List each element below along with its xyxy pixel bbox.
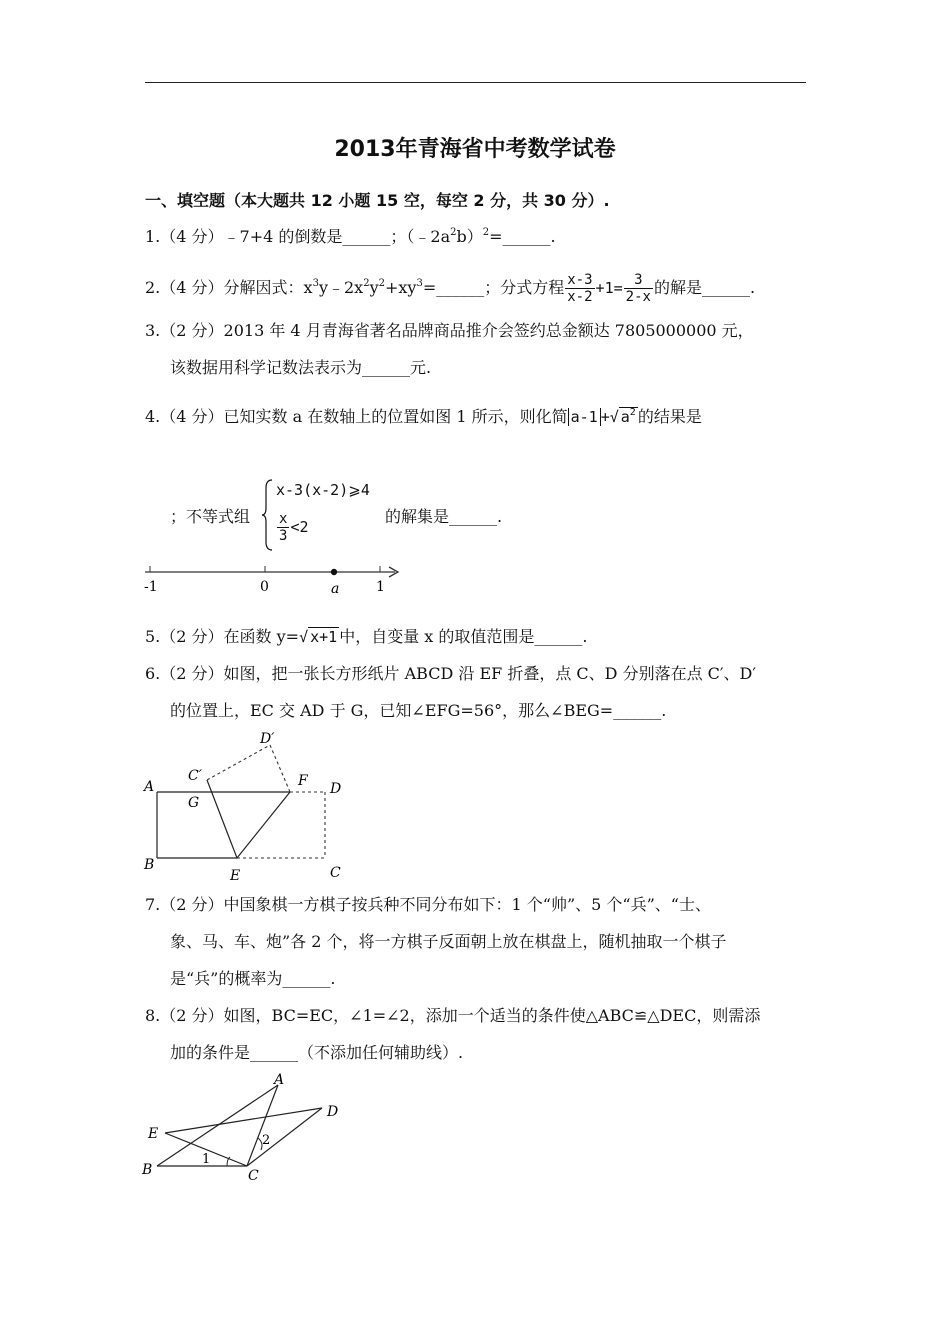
edge-d1f	[270, 745, 290, 792]
label-e: E	[230, 868, 241, 884]
q1-text: b）	[456, 227, 483, 246]
header-rule	[145, 82, 806, 83]
superscript: 3	[312, 278, 319, 289]
question-number: 8.	[145, 1006, 161, 1025]
system-line-1: x-3(x-2)⩾4	[276, 481, 370, 499]
q2-text: y	[369, 278, 379, 297]
tick-label: 0	[260, 579, 269, 595]
q1-text: =______.	[489, 227, 556, 246]
superscript: 2	[450, 227, 457, 238]
q4-text: 的结果是	[637, 407, 702, 426]
folded-rectangle-figure	[140, 725, 360, 885]
system-text: <2	[290, 518, 309, 536]
edge-c1d1	[207, 745, 270, 780]
fraction	[624, 272, 653, 305]
fraction-numerator: 3	[624, 272, 653, 289]
page-title: 2013年青海省中考数学试卷	[334, 137, 616, 162]
q5-text: （2 分）在函数 y=	[160, 627, 300, 646]
label-d-prime: D′	[260, 731, 275, 747]
radicand: x+1	[310, 628, 338, 646]
question-number: 2.	[145, 278, 161, 297]
label-b: B	[142, 1162, 153, 1178]
question-number: 6.	[145, 664, 161, 683]
triangles-figure	[140, 1070, 360, 1185]
question-5	[145, 627, 588, 647]
square-root: √ $a^2$	[609, 407, 636, 426]
q4-text: +	[600, 408, 610, 426]
label-d: D	[327, 1104, 339, 1120]
question-2	[145, 272, 755, 305]
question-4-line-2b: 的解集是______.	[385, 507, 503, 526]
question-4-line-2a: ；不等式组	[170, 507, 251, 526]
q8-text: （2 分）如图，BC=EC，∠1=∠2，添加一个适当的条件使△ABC≌△DEC，则需添	[160, 1006, 761, 1025]
fraction-denominator: 2-x	[625, 289, 651, 305]
radicand: a	[620, 408, 630, 426]
question-6-line-2: 的位置上，EC 交 AD 于 G，已知∠EFG=56°，那么∠BEG=______.	[170, 701, 667, 720]
fraction-numerator: x	[279, 511, 288, 527]
number-line-figure	[140, 558, 410, 600]
fraction	[277, 511, 289, 544]
label-b: B	[144, 857, 155, 873]
point-a	[331, 569, 337, 575]
superscript: 3	[416, 278, 423, 289]
superscript: 2	[629, 407, 636, 418]
label-c: C	[330, 865, 341, 881]
label-c: C	[248, 1168, 259, 1184]
q4-text: （4 分）已知实数 a 在数轴上的位置如图 1 所示，则化简	[160, 407, 568, 426]
q2-text: =______；分式方程	[422, 278, 565, 297]
section-heading: 一、填空题（本大题共 12 小题 15 空，每空 2 分，共 30 分）.	[145, 191, 610, 210]
inequality-system	[262, 478, 392, 552]
q2-text: 的解是______.	[653, 278, 756, 297]
segment-ed	[165, 1108, 322, 1133]
question-1	[145, 227, 556, 247]
question-7-line-3: 是“兵”的概率为______.	[170, 969, 336, 988]
q3-text: （2 分）2013 年 4 月青海省著名品牌商品推介会签约总金额达 7805000000 元，	[160, 321, 754, 340]
question-4	[145, 407, 702, 427]
q7-text: （2 分）中国象棋一方棋子按兵种不同分布如下：1 个“帅”、5 个“兵”、“士、	[160, 895, 711, 914]
q2-text: +xy	[384, 278, 417, 297]
label-a: A	[274, 1072, 285, 1088]
question-number: 5.	[145, 627, 161, 646]
fraction-numerator: x-3	[567, 272, 593, 288]
absolute-value: a-1	[568, 408, 601, 426]
system-line-2	[276, 511, 309, 544]
question-8-line-2: 加的条件是______（不添加任何辅助线）.	[170, 1043, 464, 1062]
angle-label-1: 1	[202, 1152, 211, 1167]
q2-text: （4 分）分解因式：x	[160, 278, 313, 297]
q1-text: （4 分）﹣7+4 的倒数是______；（﹣2a	[160, 227, 451, 246]
question-number: 3.	[145, 321, 161, 340]
fraction-denominator: x-2	[567, 289, 593, 305]
superscript: 2	[378, 278, 385, 289]
question-8	[145, 1006, 760, 1026]
q2-text: +1=	[595, 279, 623, 297]
q2-text: y﹣2x	[318, 278, 364, 297]
question-3-line-2: 该数据用科学记数法表示为______元.	[170, 358, 432, 377]
question-3	[145, 321, 754, 341]
label-c-prime: C′	[188, 768, 202, 784]
label-d: D	[330, 781, 342, 797]
question-6	[145, 664, 756, 684]
question-number: 4.	[145, 407, 161, 426]
tick-label: -1	[144, 579, 158, 595]
question-7-line-2: 象、马、车、炮”各 2 个，将一方棋子反面朝上放在棋盘上，随机抽取一个棋子	[170, 932, 727, 951]
label-f: F	[298, 773, 308, 789]
question-number: 7.	[145, 895, 161, 914]
superscript: 2	[363, 278, 370, 289]
question-7	[145, 895, 711, 915]
fold-line-ef	[237, 792, 290, 858]
angle-label-2: 2	[262, 1133, 271, 1148]
fraction-denominator: 3	[279, 528, 288, 544]
label-g: G	[188, 795, 200, 811]
label-a: A	[144, 779, 155, 795]
square-root: √ x+1	[299, 628, 338, 646]
question-number: 1.	[145, 227, 161, 246]
fraction	[565, 272, 594, 305]
brace-icon	[262, 478, 274, 552]
q5-text: 中，自变量 x 的取值范围是______.	[339, 627, 588, 646]
superscript: 2	[482, 227, 490, 238]
label-e: E	[148, 1126, 159, 1142]
point-label: a	[331, 581, 340, 597]
tick-label: 1	[376, 579, 385, 595]
q6-text: （2 分）如图，把一张长方形纸片 ABCD 沿 EF 折叠，点 C、D 分别落在点 C′、D′	[160, 664, 757, 683]
